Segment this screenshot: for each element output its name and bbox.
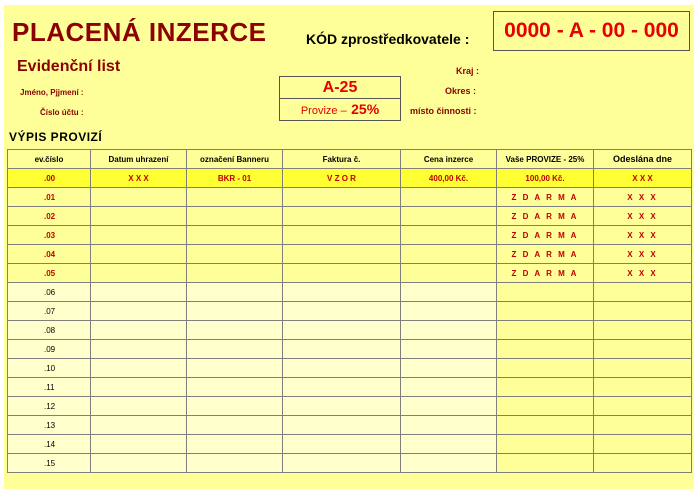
table-cell[interactable] bbox=[187, 340, 283, 359]
table-cell[interactable]: .05 bbox=[8, 264, 91, 283]
table-cell[interactable]: X X X bbox=[594, 245, 692, 264]
table-cell[interactable] bbox=[401, 264, 497, 283]
table-cell[interactable] bbox=[401, 302, 497, 321]
table-cell[interactable]: .10 bbox=[8, 359, 91, 378]
table-cell[interactable] bbox=[283, 302, 401, 321]
column-header: Odeslána dne bbox=[594, 150, 692, 169]
table-row bbox=[8, 245, 692, 264]
table-cell[interactable] bbox=[187, 207, 283, 226]
table-cell[interactable]: X X X bbox=[594, 264, 692, 283]
table-cell[interactable] bbox=[401, 454, 497, 473]
table-cell[interactable] bbox=[283, 359, 401, 378]
table-cell[interactable] bbox=[283, 264, 401, 283]
table-cell[interactable] bbox=[91, 321, 187, 340]
table-cell[interactable] bbox=[187, 435, 283, 454]
table-cell[interactable] bbox=[401, 416, 497, 435]
table-cell[interactable] bbox=[401, 378, 497, 397]
table-row bbox=[8, 359, 692, 378]
table-cell[interactable]: BKR - 01 bbox=[187, 169, 283, 188]
table-row bbox=[8, 340, 692, 359]
table-row bbox=[8, 188, 692, 207]
table-cell[interactable] bbox=[283, 454, 401, 473]
table-cell[interactable]: 100,00 Kč. bbox=[497, 169, 594, 188]
table-cell[interactable] bbox=[187, 283, 283, 302]
table-cell[interactable]: .04 bbox=[8, 245, 91, 264]
table-row bbox=[8, 169, 692, 188]
table-cell[interactable]: .02 bbox=[8, 207, 91, 226]
table-cell[interactable] bbox=[187, 302, 283, 321]
table-cell[interactable] bbox=[283, 207, 401, 226]
table-cell[interactable] bbox=[283, 378, 401, 397]
commission-code: A-25 bbox=[280, 77, 400, 99]
table-cell[interactable] bbox=[594, 454, 692, 473]
table-cell[interactable] bbox=[187, 397, 283, 416]
column-header: Vaše PROVIZE - 25% bbox=[497, 150, 594, 169]
table-cell[interactable]: .00 bbox=[8, 169, 91, 188]
table-cell[interactable] bbox=[497, 359, 594, 378]
table-cell[interactable] bbox=[283, 397, 401, 416]
table-cell[interactable] bbox=[594, 435, 692, 454]
page-title: PLACENÁ INZERCE bbox=[12, 17, 267, 47]
table-cell[interactable] bbox=[91, 264, 187, 283]
table-cell[interactable]: Z D A R M A bbox=[497, 188, 594, 207]
table-cell[interactable]: .07 bbox=[8, 302, 91, 321]
table-cell[interactable] bbox=[91, 454, 187, 473]
table-cell[interactable] bbox=[401, 435, 497, 454]
table-row bbox=[8, 321, 692, 340]
table-cell[interactable] bbox=[401, 359, 497, 378]
table-cell[interactable] bbox=[283, 435, 401, 454]
table-cell[interactable] bbox=[91, 378, 187, 397]
table-cell[interactable] bbox=[594, 359, 692, 378]
place-of-activity-label: místo činnosti : bbox=[410, 106, 477, 116]
table-cell[interactable] bbox=[283, 188, 401, 207]
table-cell[interactable] bbox=[594, 302, 692, 321]
table-row bbox=[8, 283, 692, 302]
table-row bbox=[8, 416, 692, 435]
column-header: Faktura č. bbox=[283, 150, 401, 169]
table-row bbox=[8, 378, 692, 397]
table-cell[interactable] bbox=[283, 321, 401, 340]
table-cell[interactable] bbox=[187, 226, 283, 245]
table-cell[interactable]: Z D A R M A bbox=[497, 207, 594, 226]
table-cell[interactable] bbox=[187, 321, 283, 340]
table-cell[interactable]: .06 bbox=[8, 283, 91, 302]
table-cell[interactable] bbox=[91, 283, 187, 302]
table-cell[interactable] bbox=[497, 283, 594, 302]
commission-rate bbox=[280, 99, 400, 120]
table-cell[interactable] bbox=[91, 207, 187, 226]
table-cell[interactable] bbox=[401, 207, 497, 226]
table-cell[interactable] bbox=[497, 378, 594, 397]
table-cell[interactable]: Z D A R M A bbox=[497, 245, 594, 264]
document-page bbox=[4, 5, 694, 489]
table-cell[interactable] bbox=[594, 283, 692, 302]
table-cell[interactable] bbox=[283, 340, 401, 359]
kod-value-box: 0000 - A - 00 - 000 bbox=[493, 11, 690, 51]
table-cell[interactable] bbox=[187, 416, 283, 435]
kod-label: KÓD zprostředkovatele : bbox=[306, 31, 470, 47]
table-cell[interactable]: .01 bbox=[8, 188, 91, 207]
table-cell[interactable] bbox=[401, 321, 497, 340]
table-cell[interactable] bbox=[91, 435, 187, 454]
table-cell[interactable] bbox=[401, 283, 497, 302]
table-cell[interactable] bbox=[401, 188, 497, 207]
table-row bbox=[8, 435, 692, 454]
table-cell[interactable]: V Z O R bbox=[283, 169, 401, 188]
region-label: Kraj : bbox=[456, 66, 480, 76]
section-title: VÝPIS PROVIZÍ bbox=[9, 130, 103, 144]
commission-code-box bbox=[279, 76, 401, 121]
column-header: označení Banneru bbox=[187, 150, 283, 169]
table-cell[interactable] bbox=[497, 435, 594, 454]
table-cell[interactable] bbox=[91, 245, 187, 264]
table-cell[interactable]: .03 bbox=[8, 226, 91, 245]
table-row bbox=[8, 454, 692, 473]
table-cell[interactable] bbox=[91, 416, 187, 435]
table-cell[interactable] bbox=[401, 340, 497, 359]
name-label: Jméno, Pjjmení : bbox=[20, 88, 84, 97]
table-cell[interactable]: X X X bbox=[594, 169, 692, 188]
table-cell[interactable] bbox=[594, 378, 692, 397]
table-cell[interactable]: Z D A R M A bbox=[497, 264, 594, 283]
table-row bbox=[8, 207, 692, 226]
table-cell[interactable] bbox=[91, 359, 187, 378]
table-cell[interactable] bbox=[91, 188, 187, 207]
table-cell[interactable] bbox=[594, 321, 692, 340]
table-cell[interactable] bbox=[497, 302, 594, 321]
table-cell[interactable] bbox=[91, 226, 187, 245]
table-cell[interactable] bbox=[497, 416, 594, 435]
table-cell[interactable]: .11 bbox=[8, 378, 91, 397]
table-cell[interactable]: .15 bbox=[8, 454, 91, 473]
table-cell[interactable] bbox=[187, 454, 283, 473]
table-cell[interactable] bbox=[401, 397, 497, 416]
commission-rate-value: 25% bbox=[351, 101, 380, 117]
table-cell[interactable]: Z D A R M A bbox=[497, 226, 594, 245]
table-cell[interactable] bbox=[187, 245, 283, 264]
table-cell[interactable]: .14 bbox=[8, 435, 91, 454]
table-cell[interactable] bbox=[401, 245, 497, 264]
column-header: Cena inzerce bbox=[401, 150, 497, 169]
table-cell[interactable] bbox=[187, 264, 283, 283]
account-number-label: Číslo účtu : bbox=[40, 108, 84, 117]
table-cell[interactable]: X X X bbox=[594, 207, 692, 226]
table-cell[interactable] bbox=[283, 416, 401, 435]
table-cell[interactable] bbox=[497, 340, 594, 359]
table-cell[interactable]: X X X bbox=[594, 226, 692, 245]
table-cell[interactable] bbox=[594, 340, 692, 359]
table-cell[interactable]: X X X bbox=[91, 169, 187, 188]
table-cell[interactable] bbox=[187, 378, 283, 397]
table-cell[interactable]: X X X bbox=[594, 188, 692, 207]
table-cell[interactable]: .08 bbox=[8, 321, 91, 340]
table-cell[interactable] bbox=[91, 397, 187, 416]
table-cell[interactable]: .12 bbox=[8, 397, 91, 416]
table-cell[interactable] bbox=[283, 226, 401, 245]
district-label: Okres : bbox=[445, 86, 477, 96]
table-cell[interactable] bbox=[91, 340, 187, 359]
table-cell[interactable] bbox=[187, 188, 283, 207]
table-row bbox=[8, 264, 692, 283]
table-cell[interactable] bbox=[187, 359, 283, 378]
table-cell[interactable] bbox=[91, 302, 187, 321]
table-cell[interactable] bbox=[497, 454, 594, 473]
table-cell[interactable] bbox=[283, 283, 401, 302]
table-row bbox=[8, 397, 692, 416]
table-row bbox=[8, 226, 692, 245]
table-cell[interactable] bbox=[283, 245, 401, 264]
column-header: ev.číslo bbox=[8, 150, 91, 169]
table-cell[interactable] bbox=[401, 226, 497, 245]
table-row bbox=[8, 302, 692, 321]
evidence-list-title: Evidenční list bbox=[17, 58, 121, 75]
table-cell[interactable] bbox=[497, 397, 594, 416]
table-cell[interactable] bbox=[594, 416, 692, 435]
table-cell[interactable]: .13 bbox=[8, 416, 91, 435]
commission-table bbox=[7, 149, 692, 473]
table-header-row bbox=[8, 150, 692, 169]
commission-rate-label: Provize – bbox=[300, 105, 347, 117]
table-cell[interactable]: 400,00 Kč. bbox=[401, 169, 497, 188]
table-cell[interactable] bbox=[594, 397, 692, 416]
table-cell[interactable] bbox=[497, 321, 594, 340]
table-cell[interactable]: .09 bbox=[8, 340, 91, 359]
column-header: Datum uhrazení bbox=[91, 150, 187, 169]
